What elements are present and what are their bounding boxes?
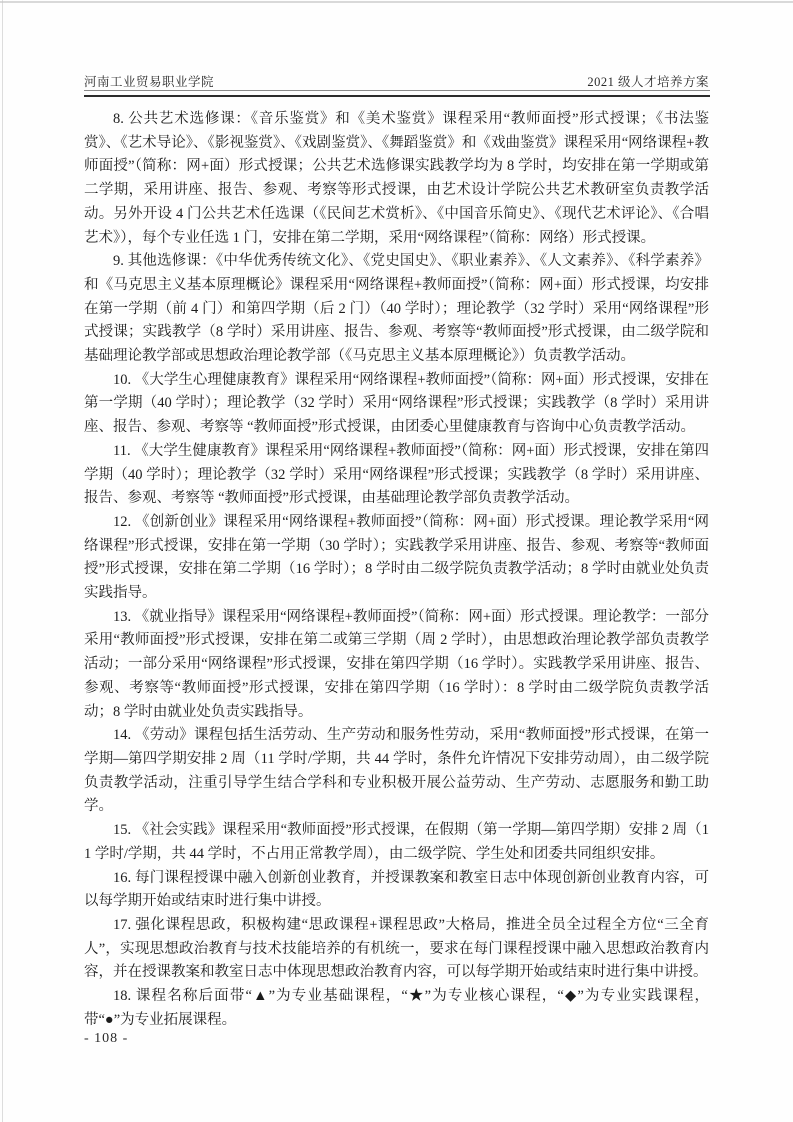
- paragraph-item-15: 15. 《社会实践》课程采用“教师面授”形式授课，在假期（第一学期—第四学期）安排 2 周（11 学时/学期，共 44 学时，不占用正常教学周），由二级学院、学生处和团委共同组织安排。: [84, 822, 709, 862]
- page-number: - 108 -: [84, 1031, 129, 1046]
- document-body: [84, 108, 709, 1032]
- paragraph-item-10: 10. 《大学生心理健康教育》课程采用“网络课程+教师面授”（简称：网+面）形式授课，安排在第一学期（40 学时）；理论教学（32 学时）采用“网络课程”形式授课；实践教学（8 学时）采用讲座、报告、参观、考察等 “教师面授”形式授课，由团委心里健康教育与咨询中心负责教学活动。: [84, 371, 709, 436]
- paragraph-item-14: 14. 《劳动》课程包括生活劳动、生产劳动和服务性劳动，采用“教师面授”形式授课，在第一学期—第四学期安排 2 周（11 学时/学期，共 44 学时，条件允许情况下安排劳动周），由二级学院负责教学活动，注重引导学生结合学科和专业积极开展公益劳动、生产劳动、志愿服务和勤工助学。: [84, 727, 709, 815]
- header-rule: [84, 90, 710, 97]
- paragraph-item-8: 8. 公共艺术选修课：《音乐鉴赏》和《美术鉴赏》课程采用“教师面授”形式授课；《书法鉴赏》、《艺术导论》、《影视鉴赏》、《戏剧鉴赏》、《舞蹈鉴赏》和《戏曲鉴赏》课程采用“网络课程+教师面授”（简称：网+面）形式授课；公共艺术选修课实践教学均为 8 学时，均安排在第一学期或第二学期，采用讲座、报告、参观、考察等形式授课，由艺术设计学院公共艺术教研室负责教学活动。另外开设 4 门公共艺术任选课（《民间艺术赏析》、《中国音乐简史》、《现代艺术评论》、《合唱艺术》），每个专业任选 1 门，安排在第二学期，采用“网络课程”（简称：网络）形式授课。: [84, 111, 709, 246]
- page-footer: [84, 1031, 128, 1047]
- paragraph-item-13: 13. 《就业指导》课程采用“网络课程+教师面授”（简称：网+面）形式授课。理论教学：一部分采用“教师面授”形式授课，安排在第二或第三学期（周 2 学时），由思想政治理论教学部负责教学活动；一部分采用“网络课程”形式授课，安排在第四学期（16 学时）。实践教学采用讲座、报告、参观、考察等“教师面授”形式授课，安排在第四学期（16 学时）：8 学时由二级学院负责教学活动；8 学时由就业处负责实践指导。: [84, 608, 709, 720]
- paragraph-item-9: 9. 其他选修课：《中华优秀传统文化》、《党史国史》、《职业素养》、《人文素养》、《科学素养》和《马克思主义基本原理概论》课程采用“网络课程+教师面授”（简称：网+面）形式授课，均安排在第一学期（前 4 门）和第四学期（后 2 门）（40 学时）；理论教学（32 学时）采用“网络课程”形式授课；实践教学（8 学时）采用讲座、报告、参观、考察等“教师面授”形式授课，由二级学院和基础理论教学部或思想政治理论教学部（《马克思主义基本原理概论》）负责教学活动。: [84, 253, 709, 365]
- header-school-name: 河南工业贸易职业学院: [84, 75, 215, 89]
- paragraph-item-17: 17. 强化课程思政，积极构建“思政课程+课程思政”大格局，推进全员全过程全方位“三全育人”，实现思想政治教育与技术技能培养的有机统一，要求在每门课程授课中融入思想政治教育内容，并在授课教案和教室日志中体现思想政治教育内容，可以每学期开始或结束时进行集中讲授。: [84, 916, 709, 981]
- paragraph-item-12: 12. 《创新创业》课程采用“网络课程+教师面授”（简称：网+面）形式授课。理论教学采用“网络课程”形式授课，安排在第一学期（30 学时）；实践教学采用讲座、报告、参观、考察等“教师面授”形式授课，安排在第二学期（16 学时）；8 学时由二级学院负责教学活动；8 学时由就业处负责实践指导。: [84, 513, 709, 602]
- page-header: [84, 72, 709, 90]
- header-document-title: 2021 级人才培养方案: [587, 75, 709, 89]
- scan-edge-left: [2, 0, 3, 1122]
- scan-edge-top: [0, 1, 793, 3]
- paragraph-item-11: 11. 《大学生健康教育》课程采用“网络课程+教师面授”（简称：网+面）形式授课，安排在第四学期（40 学时）；理论教学（32 学时）采用“网络课程”形式授课；实践教学（8 学时）采用讲座、报告、参观、考察等 “教师面授”形式授课，由基础理论教学部负责教学活动。: [84, 442, 709, 507]
- paragraph-item-16: 16. 每门课程授课中融入创新创业教育，并授课教案和教室日志中体现创新创业教育内容，可以每学期开始或结束时进行集中讲授。: [84, 869, 709, 910]
- paragraph-item-18: 18. 课程名称后面带“▲”为专业基础课程，“★”为专业核心课程，“◆”为专业实践课程，带“●”为专业拓展课程。: [84, 988, 709, 1028]
